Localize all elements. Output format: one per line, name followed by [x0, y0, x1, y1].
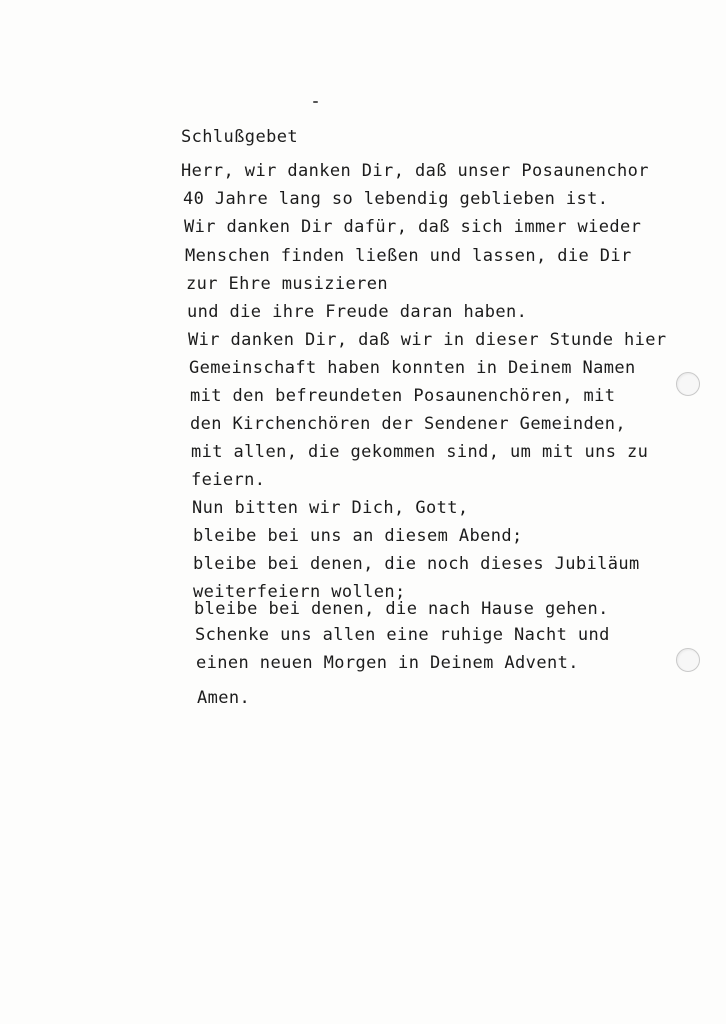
text-line: den Kirchenchören der Sendener Gemeinden,: [190, 414, 627, 434]
text-line: bleibe bei denen, die noch dieses Jubiläum: [193, 554, 640, 574]
document-title: Schlußgebet: [181, 127, 298, 147]
text-line: mit allen, die gekommen sind, um mit uns zu: [191, 442, 649, 462]
paper-speck: [313, 101, 318, 103]
text-line: Wir danken Dir, daß wir in dieser Stunde hier: [188, 330, 667, 350]
text-line: einen neuen Morgen in Deinem Advent.: [196, 653, 579, 673]
text-line: Menschen finden ließen und lassen, die Dir: [185, 246, 632, 266]
text-line: feiern.: [191, 470, 266, 490]
text-line: zur Ehre musizieren: [186, 274, 389, 294]
text-line: Wir danken Dir dafür, daß sich immer wieder: [184, 217, 642, 237]
text-line: weiterfeiern wollen;: [193, 582, 406, 602]
text-line: 40 Jahre lang so lebendig geblieben ist.: [183, 189, 609, 209]
text-line: und die ihre Freude daran haben.: [187, 302, 528, 322]
text-line: Herr, wir danken Dir, daß unser Posaunenchor: [181, 161, 649, 181]
text-line: Nun bitten wir Dich, Gott,: [192, 498, 469, 518]
text-line: bleibe bei uns an diesem Abend;: [193, 526, 523, 546]
text-line: bleibe bei denen, die nach Hause gehen.: [194, 599, 609, 619]
text-line: Amen.: [197, 688, 251, 708]
text-line: Gemeinschaft haben konnten in Deinem Namen: [189, 358, 636, 378]
text-line: Schenke uns allen eine ruhige Nacht und: [195, 625, 610, 645]
punch-hole-upper: [676, 372, 700, 396]
text-line: mit den befreundeten Posaunenchören, mit: [190, 386, 616, 406]
punch-hole-lower: [676, 648, 700, 672]
